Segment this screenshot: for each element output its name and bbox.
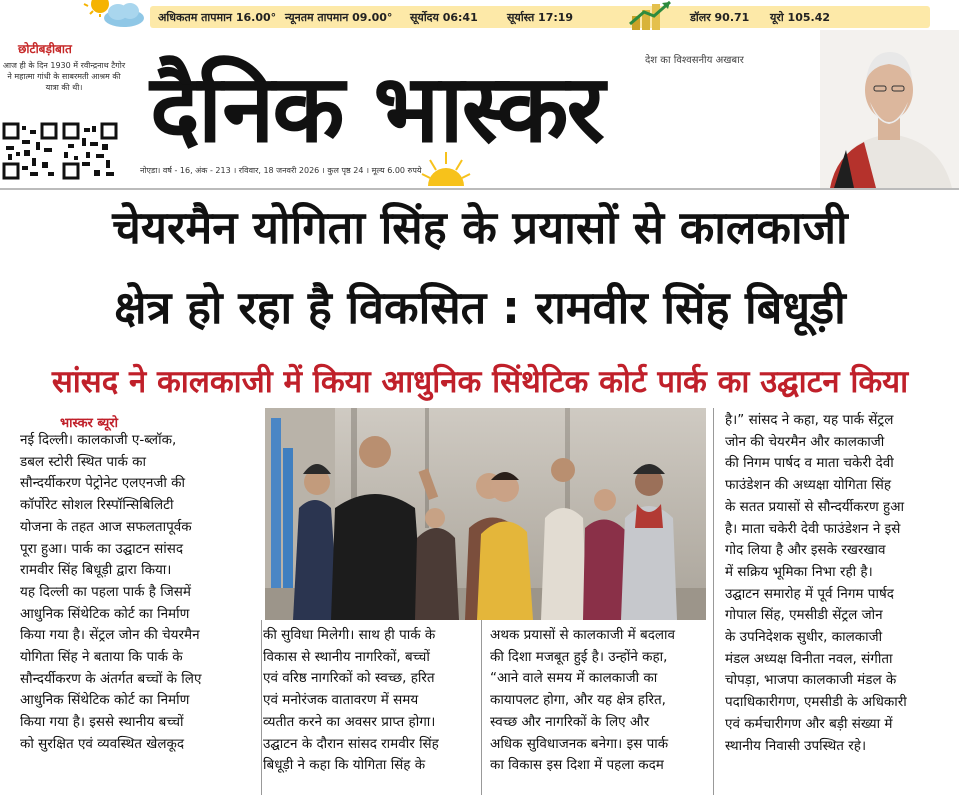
text-line: उद्घाटन समारोह में पूर्व निगम पार्षद bbox=[725, 585, 894, 602]
text-line: किया गया है। इससे स्थानीय बच्चों bbox=[20, 714, 184, 731]
text-line: रामवीर सिंह बिधूड़ी द्वारा किया। bbox=[20, 562, 172, 579]
text-line: पूरा हुआ। पार्क का उद्घाटन सांसद bbox=[20, 540, 184, 557]
text-line: है। माता चकेरी देवी फाउंडेशन ने इसे bbox=[725, 520, 901, 537]
text-line: के उपनिदेशक सुधीर, कालकाजी bbox=[725, 629, 883, 646]
coin-stack-icon bbox=[628, 0, 674, 30]
text-line: एवं कर्मचारीगण और बड़ी संख्या में bbox=[725, 715, 893, 732]
text-line: गोद लिया है और इसके रखरखाव bbox=[725, 542, 886, 559]
header-divider bbox=[0, 188, 959, 190]
sunset-time: सूर्यास्त 17:19 bbox=[507, 11, 574, 24]
promo-title: छोटीबड़ीबात bbox=[18, 42, 72, 56]
min-temperature: न्यूनतम तापमान 09.00° bbox=[285, 11, 393, 24]
text-line: सौन्दर्यीकरण के अंतर्गत बच्चों के लिए bbox=[20, 670, 202, 687]
text-line: स्वच्छ और नागरिकों के लिए और bbox=[490, 713, 650, 730]
cloud-icon bbox=[100, 0, 148, 28]
text-line: यह दिल्ली का पहला पार्क है जिसमें bbox=[20, 583, 191, 600]
column-rule bbox=[713, 408, 714, 795]
newspaper-logo: दैनिक भास्कर bbox=[150, 55, 603, 164]
max-temperature: अधिकतम तापमान 16.00° bbox=[158, 11, 277, 24]
text-line: गोपाल सिंह, एमसीडी सेंट्रल जोन bbox=[725, 607, 883, 624]
tagline: देश का विश्वसनीय अखबार bbox=[645, 55, 744, 66]
text-line: में सक्रिय भूमिका निभा रही है। bbox=[725, 563, 873, 580]
subheadline: सांसद ने कालकाजी में किया आधुनिक सिंथेटिक कोर्ट पार्क का उद्घाटन किया bbox=[51, 364, 909, 400]
article-column-2 bbox=[263, 625, 475, 777]
text-line: आधुनिक सिंथेटिक कोर्ट का निर्माण bbox=[20, 692, 190, 709]
promo-text: आज ही के दिन 1930 में रवीन्द्रनाथ टैगोर ने महात्मा गांधी के साबरमती आश्रम की यात्रा की थी। bbox=[2, 61, 126, 92]
text-line: व्यतीत करने का अवसर प्राप्त होगा। bbox=[263, 713, 436, 730]
column-rule bbox=[261, 620, 262, 795]
promo-box bbox=[0, 38, 130, 190]
text-line: सौन्दर्यीकरण पेट्रोनेट एलएनजी की bbox=[20, 475, 186, 492]
text-line: की दिशा मजबूत हुई है। उन्होंने कहा, bbox=[490, 648, 668, 665]
text-line: अधिक सुविधाजनक बनेगा। इस पार्क bbox=[490, 735, 669, 752]
sunrise-time: सूर्योदय 06:41 bbox=[410, 11, 478, 24]
text-line: का विकास इस दिशा में पहला कदम bbox=[490, 757, 664, 774]
text-line: किया गया है। सेंट्रल जोन की चेयरमैन bbox=[20, 627, 200, 644]
edition-info: नोएडा। वर्ष - 16, अंक - 213 । रविवार, 18 जनवरी 2026 । कुल पृष्ठ 24 । मूल्य 6.00 रुपये bbox=[140, 166, 422, 175]
text-line: “आने वाले समय में कालकाजी का bbox=[490, 670, 658, 687]
byline: भास्कर ब्यूरो bbox=[60, 416, 118, 431]
qr-code-icon[interactable] bbox=[2, 122, 58, 180]
text-line: नई दिल्ली। कालकाजी ए-ब्लॉक, bbox=[20, 432, 177, 448]
news-photo bbox=[265, 408, 706, 620]
text-line: अथक प्रयासों से कालकाजी में बदलाव bbox=[490, 627, 676, 643]
qr-code-icon[interactable] bbox=[62, 122, 118, 180]
text-line: विकास से स्थानीय नागरिकों, बच्चों bbox=[263, 648, 430, 665]
text-line: मंडल अध्यक्ष विनीता नवल, संगीता bbox=[725, 650, 893, 667]
text-line: एवं मनोरंजक वातावरण में समय bbox=[263, 692, 419, 709]
text-line: आधुनिक सिंथेटिक कोर्ट का निर्माण bbox=[20, 605, 190, 622]
text-line: उद्घाटन के दौरान सांसद रामवीर सिंह bbox=[263, 735, 439, 752]
text-line: फाउंडेशन की अध्यक्षा योगिता सिंह bbox=[725, 477, 892, 494]
text-line: जोन की चेयरमैन और कालकाजी bbox=[725, 433, 885, 450]
text-line: पदाधिकारीगण, एमसीडी के अधिकारी bbox=[725, 694, 907, 711]
text-line: योजना के तहत आज सफलतापूर्वक bbox=[20, 518, 192, 535]
column-rule bbox=[481, 620, 482, 795]
text-line: स्थानीय निवासी उपस्थित रहे। bbox=[725, 737, 867, 754]
portrait-photo bbox=[820, 30, 959, 188]
text-line: एवं वरिष्ठ नागरिकों को स्वच्छ, हरित bbox=[263, 670, 435, 687]
text-line: की निगम पार्षद व माता चकेरी देवी bbox=[725, 455, 894, 472]
text-line: के सतत प्रयासों से सौन्दर्यीकरण हुआ bbox=[725, 498, 905, 515]
article-column-3 bbox=[490, 625, 702, 777]
headline-line-1: चेयरमैन योगिता सिंह के प्रयासों से कालकाजी bbox=[112, 201, 848, 254]
text-line: चोपड़ा, भाजपा कालकाजी मंडल के bbox=[725, 672, 897, 689]
text-line: कॉर्पोरेट सोशल रिस्पॉन्सिबिलिटी bbox=[20, 497, 174, 514]
article-column-1 bbox=[20, 430, 258, 756]
text-line: डबल स्टोरी स्थित पार्क का bbox=[20, 453, 147, 470]
text-line: कायापलट होगा, और यह क्षेत्र हरित, bbox=[490, 692, 666, 709]
text-line: की सुविधा मिलेगी। साथ ही पार्क के bbox=[263, 627, 436, 643]
sun-icon bbox=[420, 150, 472, 186]
text-line: बिधूड़ी ने कहा कि योगिता सिंह के bbox=[263, 757, 426, 774]
text-line: है।” सांसद ने कहा, यह पार्क सेंट्रल bbox=[725, 412, 894, 428]
text-line: योगिता सिंह ने बताया कि पार्क के bbox=[20, 649, 183, 666]
dollar-rate: डॉलर 90.71 bbox=[690, 11, 750, 24]
text-line: को सुरक्षित एवं व्यवस्थित खेलकूद bbox=[20, 735, 185, 752]
weather-currency-bar bbox=[0, 0, 959, 30]
euro-rate: यूरो 105.42 bbox=[770, 11, 831, 24]
article-column-4 bbox=[725, 410, 947, 757]
headline-line-2: क्षेत्र हो रहा है विकसित : रामवीर सिंह बिधूड़ी bbox=[114, 281, 846, 334]
